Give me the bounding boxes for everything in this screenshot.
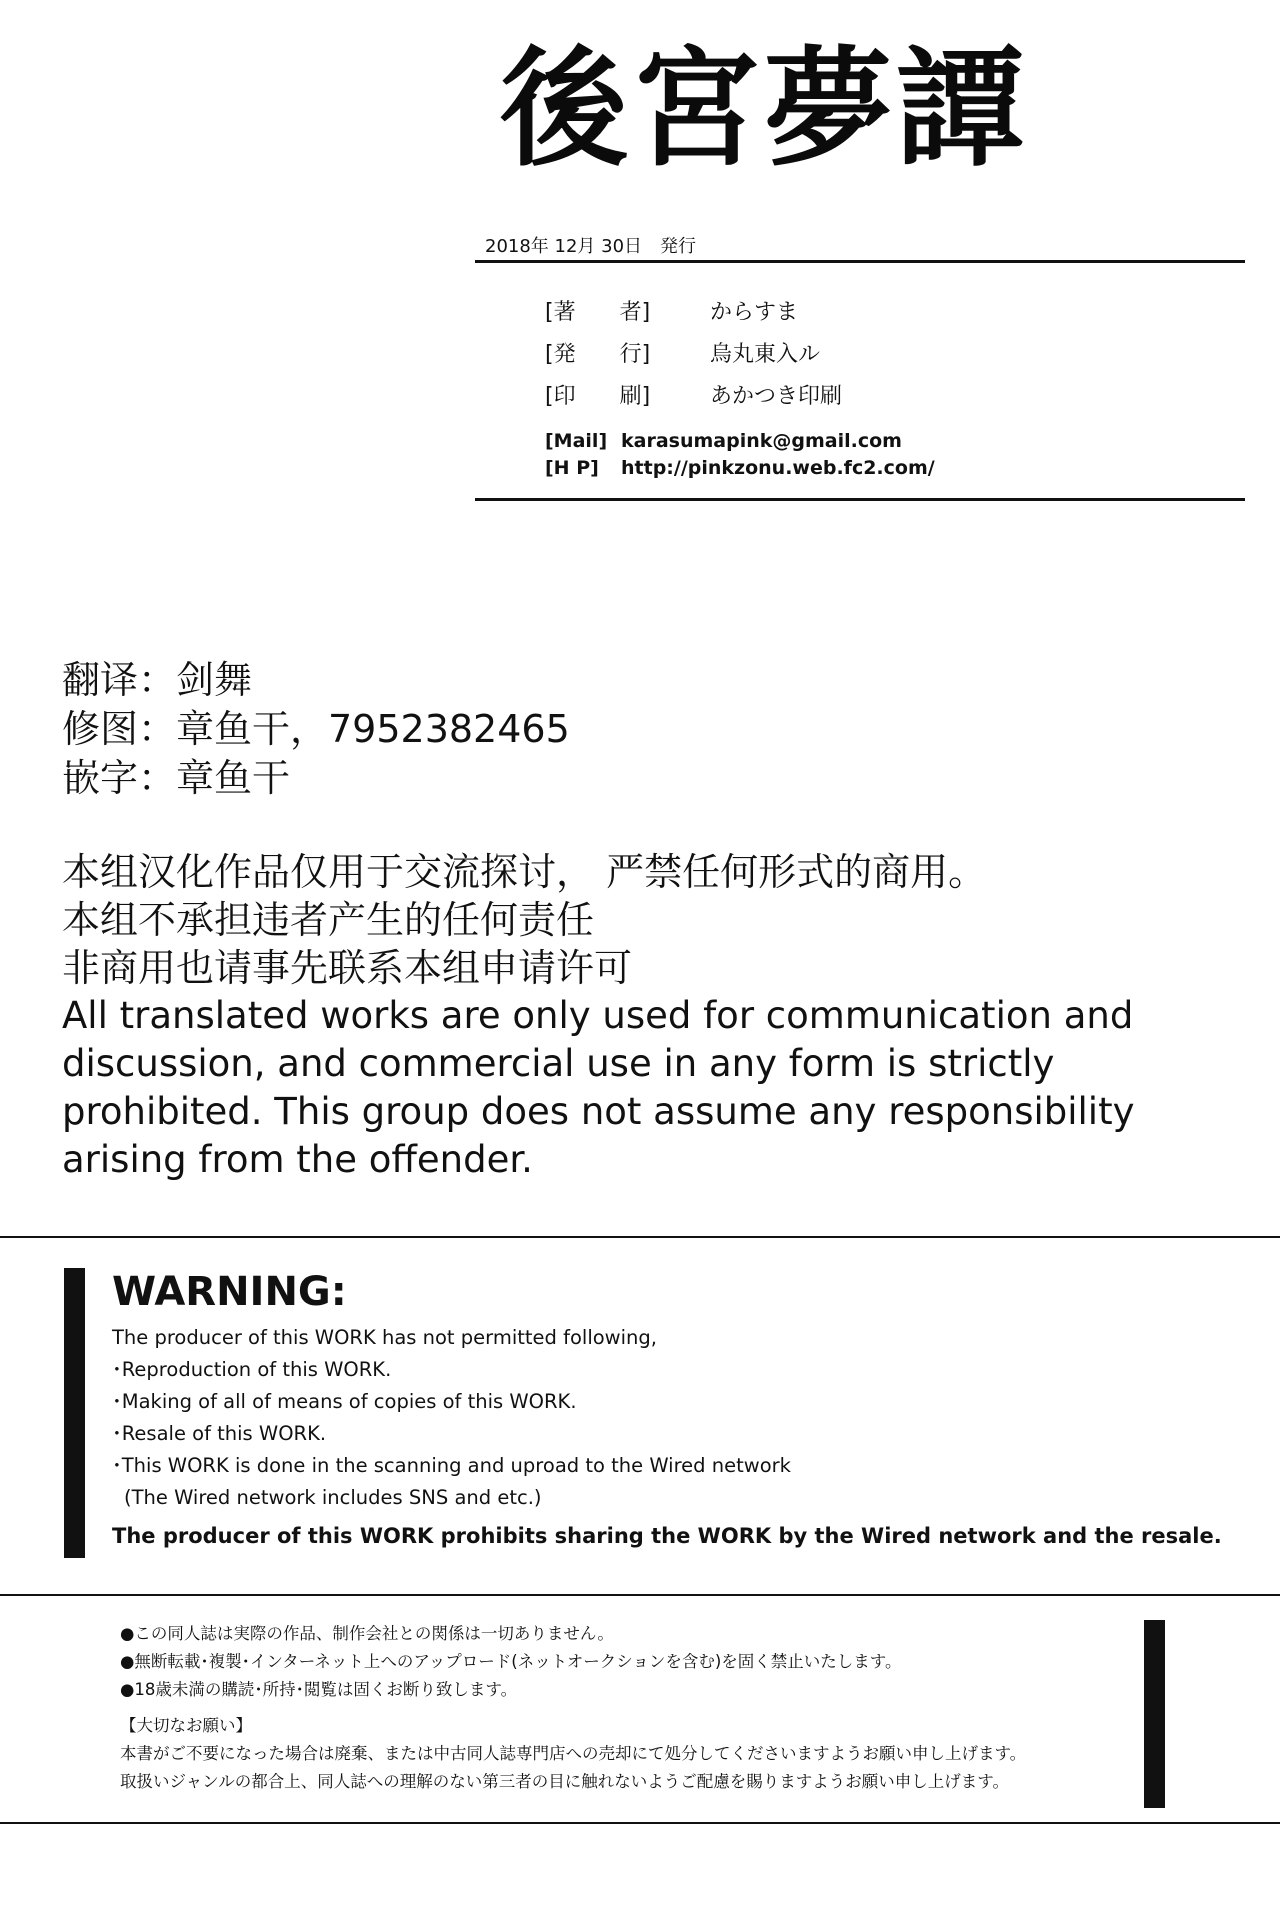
contact-mail-row bbox=[545, 428, 935, 455]
credit-translator: 翻译：剑舞 bbox=[62, 658, 253, 702]
issue-date: 2018年 12月 30日 発行 bbox=[485, 236, 697, 257]
page-bottom-rule bbox=[0, 1822, 1280, 1824]
credit-typesetter: 嵌字：章鱼干 bbox=[62, 756, 291, 800]
colophon-publisher-row bbox=[545, 334, 842, 376]
jp-bullet: ●18歳未満の購読･所持･閲覧は固くお断り致します。 bbox=[120, 1680, 518, 1699]
contact-homepage-link[interactable]: http://pinkzonu.web.fc2.com/ bbox=[621, 457, 935, 479]
colophon-author-row bbox=[545, 292, 842, 334]
colophon-value: あかつき印刷 bbox=[710, 384, 843, 409]
warning-item: ･Making of all of means of copies of this WORK. bbox=[112, 1390, 577, 1413]
notice-en-text: All translated works are only used for communication and discussion, and commercial use in any form is strictly prohibited. This group does not assume any responsibility arising from the offender. bbox=[62, 994, 1135, 1181]
colophon-key: [著 者] bbox=[545, 300, 651, 325]
warning-item: ･Reproduction of this WORK. bbox=[112, 1358, 392, 1381]
colophon-key: [印 刷] bbox=[545, 384, 651, 409]
warning-side-bar bbox=[64, 1268, 85, 1558]
jp-notes-side-bar bbox=[1144, 1620, 1165, 1808]
colophon-key: [発 行] bbox=[545, 342, 651, 367]
colophon-value: からすま bbox=[710, 300, 799, 325]
spacer bbox=[120, 1704, 1026, 1712]
japanese-notes bbox=[120, 1620, 1026, 1796]
notice-cn-line: 本组汉化作品仅用于交流探讨， 严禁任何形式的商用。 bbox=[62, 850, 987, 894]
contact-key: [Mail] bbox=[545, 430, 608, 452]
colophon bbox=[545, 292, 842, 418]
colophon-top-rule bbox=[475, 260, 1245, 263]
colophon-value: 烏丸東入ル bbox=[710, 342, 821, 367]
book-title: 後宮夢譚 bbox=[500, 34, 1029, 184]
jp-bullet: ●この同人誌は実際の作品、制作会社との関係は一切ありません。 bbox=[120, 1624, 614, 1643]
warning-item: ･This WORK is done in the scanning and uproad to the Wired network bbox=[112, 1454, 791, 1477]
warning-final: The producer of this WORK prohibits sharing the WORK by the Wired network and the resale. bbox=[112, 1524, 1222, 1548]
colophon-bottom-rule bbox=[475, 498, 1245, 501]
notice-cn-line: 非商用也请事先联系本组申请许可 bbox=[62, 946, 633, 990]
warning-item: ･Resale of this WORK. bbox=[112, 1422, 327, 1445]
warning-box bbox=[112, 1268, 1232, 1552]
warning-bottom-rule bbox=[0, 1594, 1280, 1596]
jp-bullet: ●無断転載･複製･インターネット上へのアップロード(ネットオークションを含む)を固く禁止いたします。 bbox=[120, 1652, 902, 1671]
warning-top-rule bbox=[0, 1236, 1280, 1238]
jp-subheading: 【大切なお願い】 bbox=[120, 1716, 252, 1735]
colophon-printer-row bbox=[545, 376, 842, 418]
jp-request: 本書がご不要になった場合は廃棄、または中古同人誌専門店への売却にて処分してくださいますようお願い申し上げます。 bbox=[120, 1744, 1027, 1763]
warning-item: (The Wired network includes SNS and etc.) bbox=[124, 1486, 542, 1509]
contact-key: [H P] bbox=[545, 457, 599, 479]
contacts bbox=[545, 428, 935, 482]
jp-request: 取扱いジャンルの都合上、同人誌への理解のない第三者の目に触れないようご配慮を賜りますようお願い申し上げます。 bbox=[120, 1772, 1009, 1791]
scanlation-notice bbox=[62, 848, 1242, 1184]
warning-intro: The producer of this WORK has not permitted following, bbox=[112, 1326, 657, 1349]
warning-heading: WARNING: bbox=[112, 1269, 347, 1315]
contact-hp-row bbox=[545, 455, 935, 482]
notice-cn-line: 本组不承担违者产生的任何责任 bbox=[62, 898, 595, 942]
contact-email[interactable]: karasumapink@gmail.com bbox=[621, 430, 902, 452]
translation-credits bbox=[62, 656, 570, 803]
credit-editor: 修图：章鱼干，7952382465 bbox=[62, 707, 570, 751]
